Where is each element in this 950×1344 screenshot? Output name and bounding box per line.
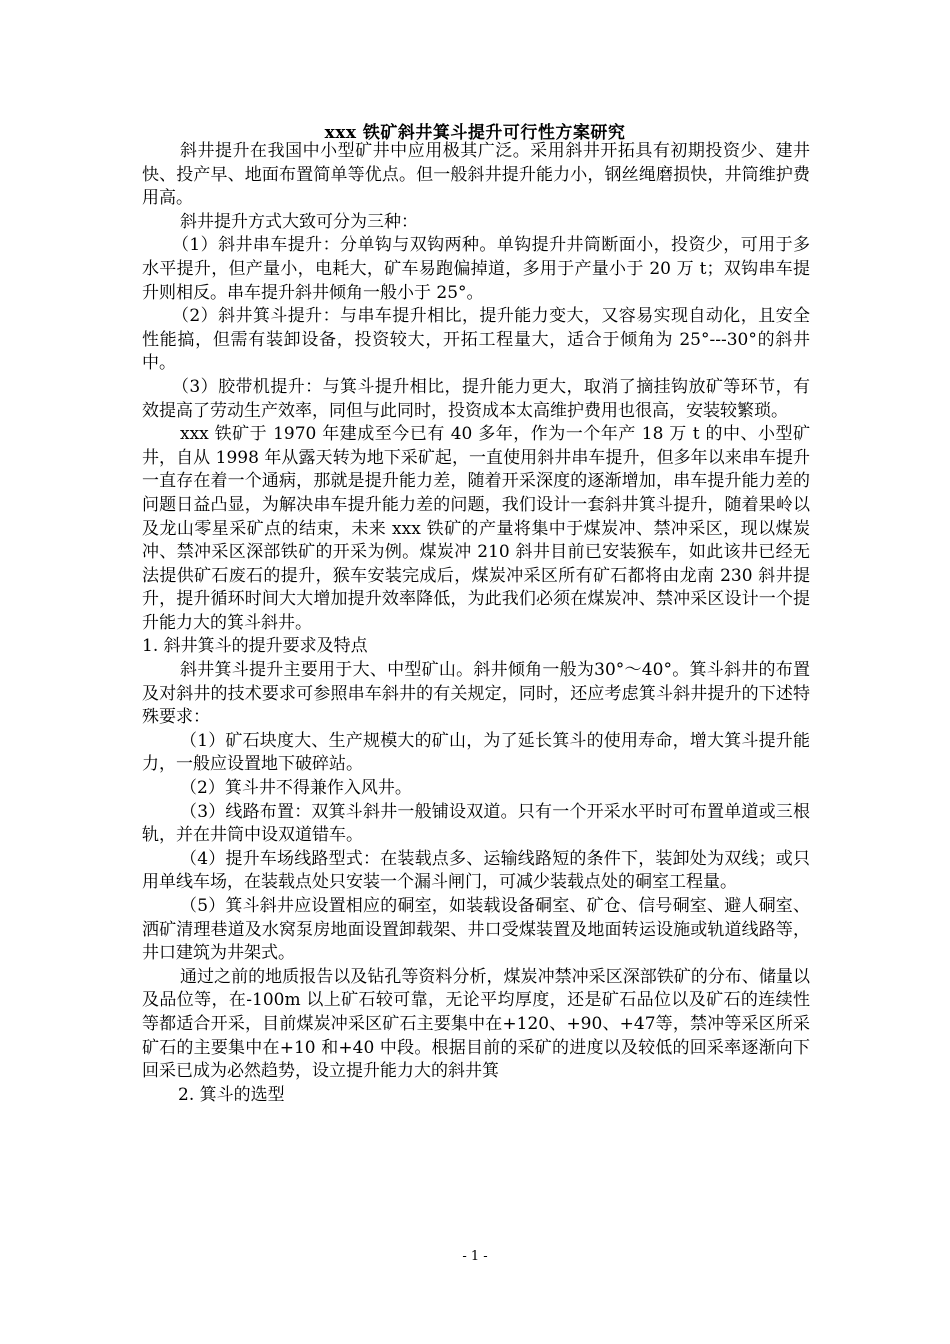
paragraph-skip-requirements: 斜井箕斗提升主要用于大、中型矿山。斜井倾角一般为30°～40°。箕斗斜井的布置及对斜井的技术要求可参照串车斜井的有关规定，同时，还应考虑箕斗斜井提升的下述特殊要求：: [142, 660, 810, 728]
paragraph-mine-background: xxx 铁矿于 1970 年建成至今已有 40 多年，作为一个年产 18 万 t 的中、小型矿井，自从 1998 年从露天转为地下采矿起，一直使用斜井串车提升，但多年以来串车提升一直存在着一个通病，那就是提升能力差，随着开采深度的逐渐增加，串车提升能力差的问题日益凸显，为解决串车提升能力差的问题，我们设计一套斜井箕斗提升，随着果岭以及龙山零星采矿点的结束，未来 xxx 铁矿的产量将集中于煤炭冲、禁冲采区，现以煤炭冲、禁冲采区深部铁矿的开采为例。煤炭冲 210 斜井目前已安装猴车，如此该井已经无法提供矿石废石的提升，猴车安装完成后，煤炭冲采区所有矿石都将由龙南 230 斜井提升，提升循环时间大大增加提升效率降低，为此我们必须在煤炭冲、禁冲采区设计一个提升能力大的箕斗斜井。: [142, 424, 810, 633]
paragraph-method-1: （1）斜井串车提升：分单钩与双钩两种。单钩提升井筒断面小，投资少，可用于多水平提升，但产量小，电耗大，矿车易跑偏掉道，多用于产量小于 20 万 t；双钩串车提升则相反。串车提升斜井倾角一般小于 25°。: [142, 235, 810, 303]
paragraph-geology-analysis: 通过之前的地质报告以及钻孔等资料分析，煤炭冲禁冲采区深部铁矿的分布、储量以及品位等，在-100m 以上矿石较可靠，无论平均厚度，还是矿石品位以及矿石的连续性等都适合开采，目前煤炭冲采区矿石主要集中在+120、+90、+47等，禁冲等采区所采矿石的主要集中在+10 和+40 中段。根据目前的采矿的进度以及较低的回采率逐渐向下回采已成为必然趋势，设立提升能力大的斜井箕: [142, 966, 810, 1082]
paragraph-intro: 斜井提升在我国中小型矿井中应用极其广泛。采用斜井开拓具有初期投资少、建井快、投产早、地面布置简单等优点。但一般斜井提升能力小，钢丝绳磨损快，井筒维护费用高。: [142, 141, 810, 209]
paragraph-requirement-3: （3）线路布置：双箕斗斜井一般铺设双道。只有一个开采水平时可布置单道或三根轨，并在井筒中设双道错车。: [142, 801, 810, 846]
section-heading-2: 2. 箕斗的选型: [178, 1084, 285, 1105]
page-number: - 1 -: [462, 1249, 488, 1264]
paragraph-requirement-5: （5）箕斗斜井应设置相应的硐室，如装载设备硐室、矿仓、信号硐室、避人硐室、洒矿清理巷道及水窝泵房地面设置卸载架、井口受煤装置及地面转运设施或轨道线路等，井口建筑为井架式。: [142, 896, 810, 964]
section-heading-1: 1. 斜井箕斗的提升要求及特点: [142, 636, 368, 657]
document-body: [142, 140, 810, 1107]
paragraph-method-3: （3）胶带机提升：与箕斗提升相比，提升能力更大，取消了摘挂钩放矿等环节，有效提高了劳动生产效率，同但与此同时，投资成本太高维护费用也很高，安装较繁琐。: [142, 376, 810, 421]
document-title: xxx 铁矿斜井箕斗提升可行性方案研究: [324, 123, 626, 143]
paragraph-methods-lead: 斜井提升方式大致可分为三种：: [180, 211, 418, 232]
paragraph-requirement-1: （1）矿石块度大、生产规模大的矿山，为了延长箕斗的使用寿命，增大箕斗提升能力，一般应设置地下破碎站。: [142, 730, 810, 775]
paragraph-requirement-4: （4）提升车场线路型式：在装载点多、运输线路短的条件下，装卸处为双线；或只用单线车场，在装载点处只安装一个漏斗闸门，可减少装载点处的硐室工程量。: [142, 848, 810, 893]
paragraph-method-2: （2）斜井箕斗提升：与串车提升相比，提升能力变大，又容易实现自动化，且安全性能搞，但需有装卸设备，投资较大，开拓工程量大，适合于倾角为 25°---30°的斜井中。: [142, 306, 810, 374]
paragraph-requirement-2: （2）箕斗井不得兼作入风井。: [180, 778, 412, 799]
